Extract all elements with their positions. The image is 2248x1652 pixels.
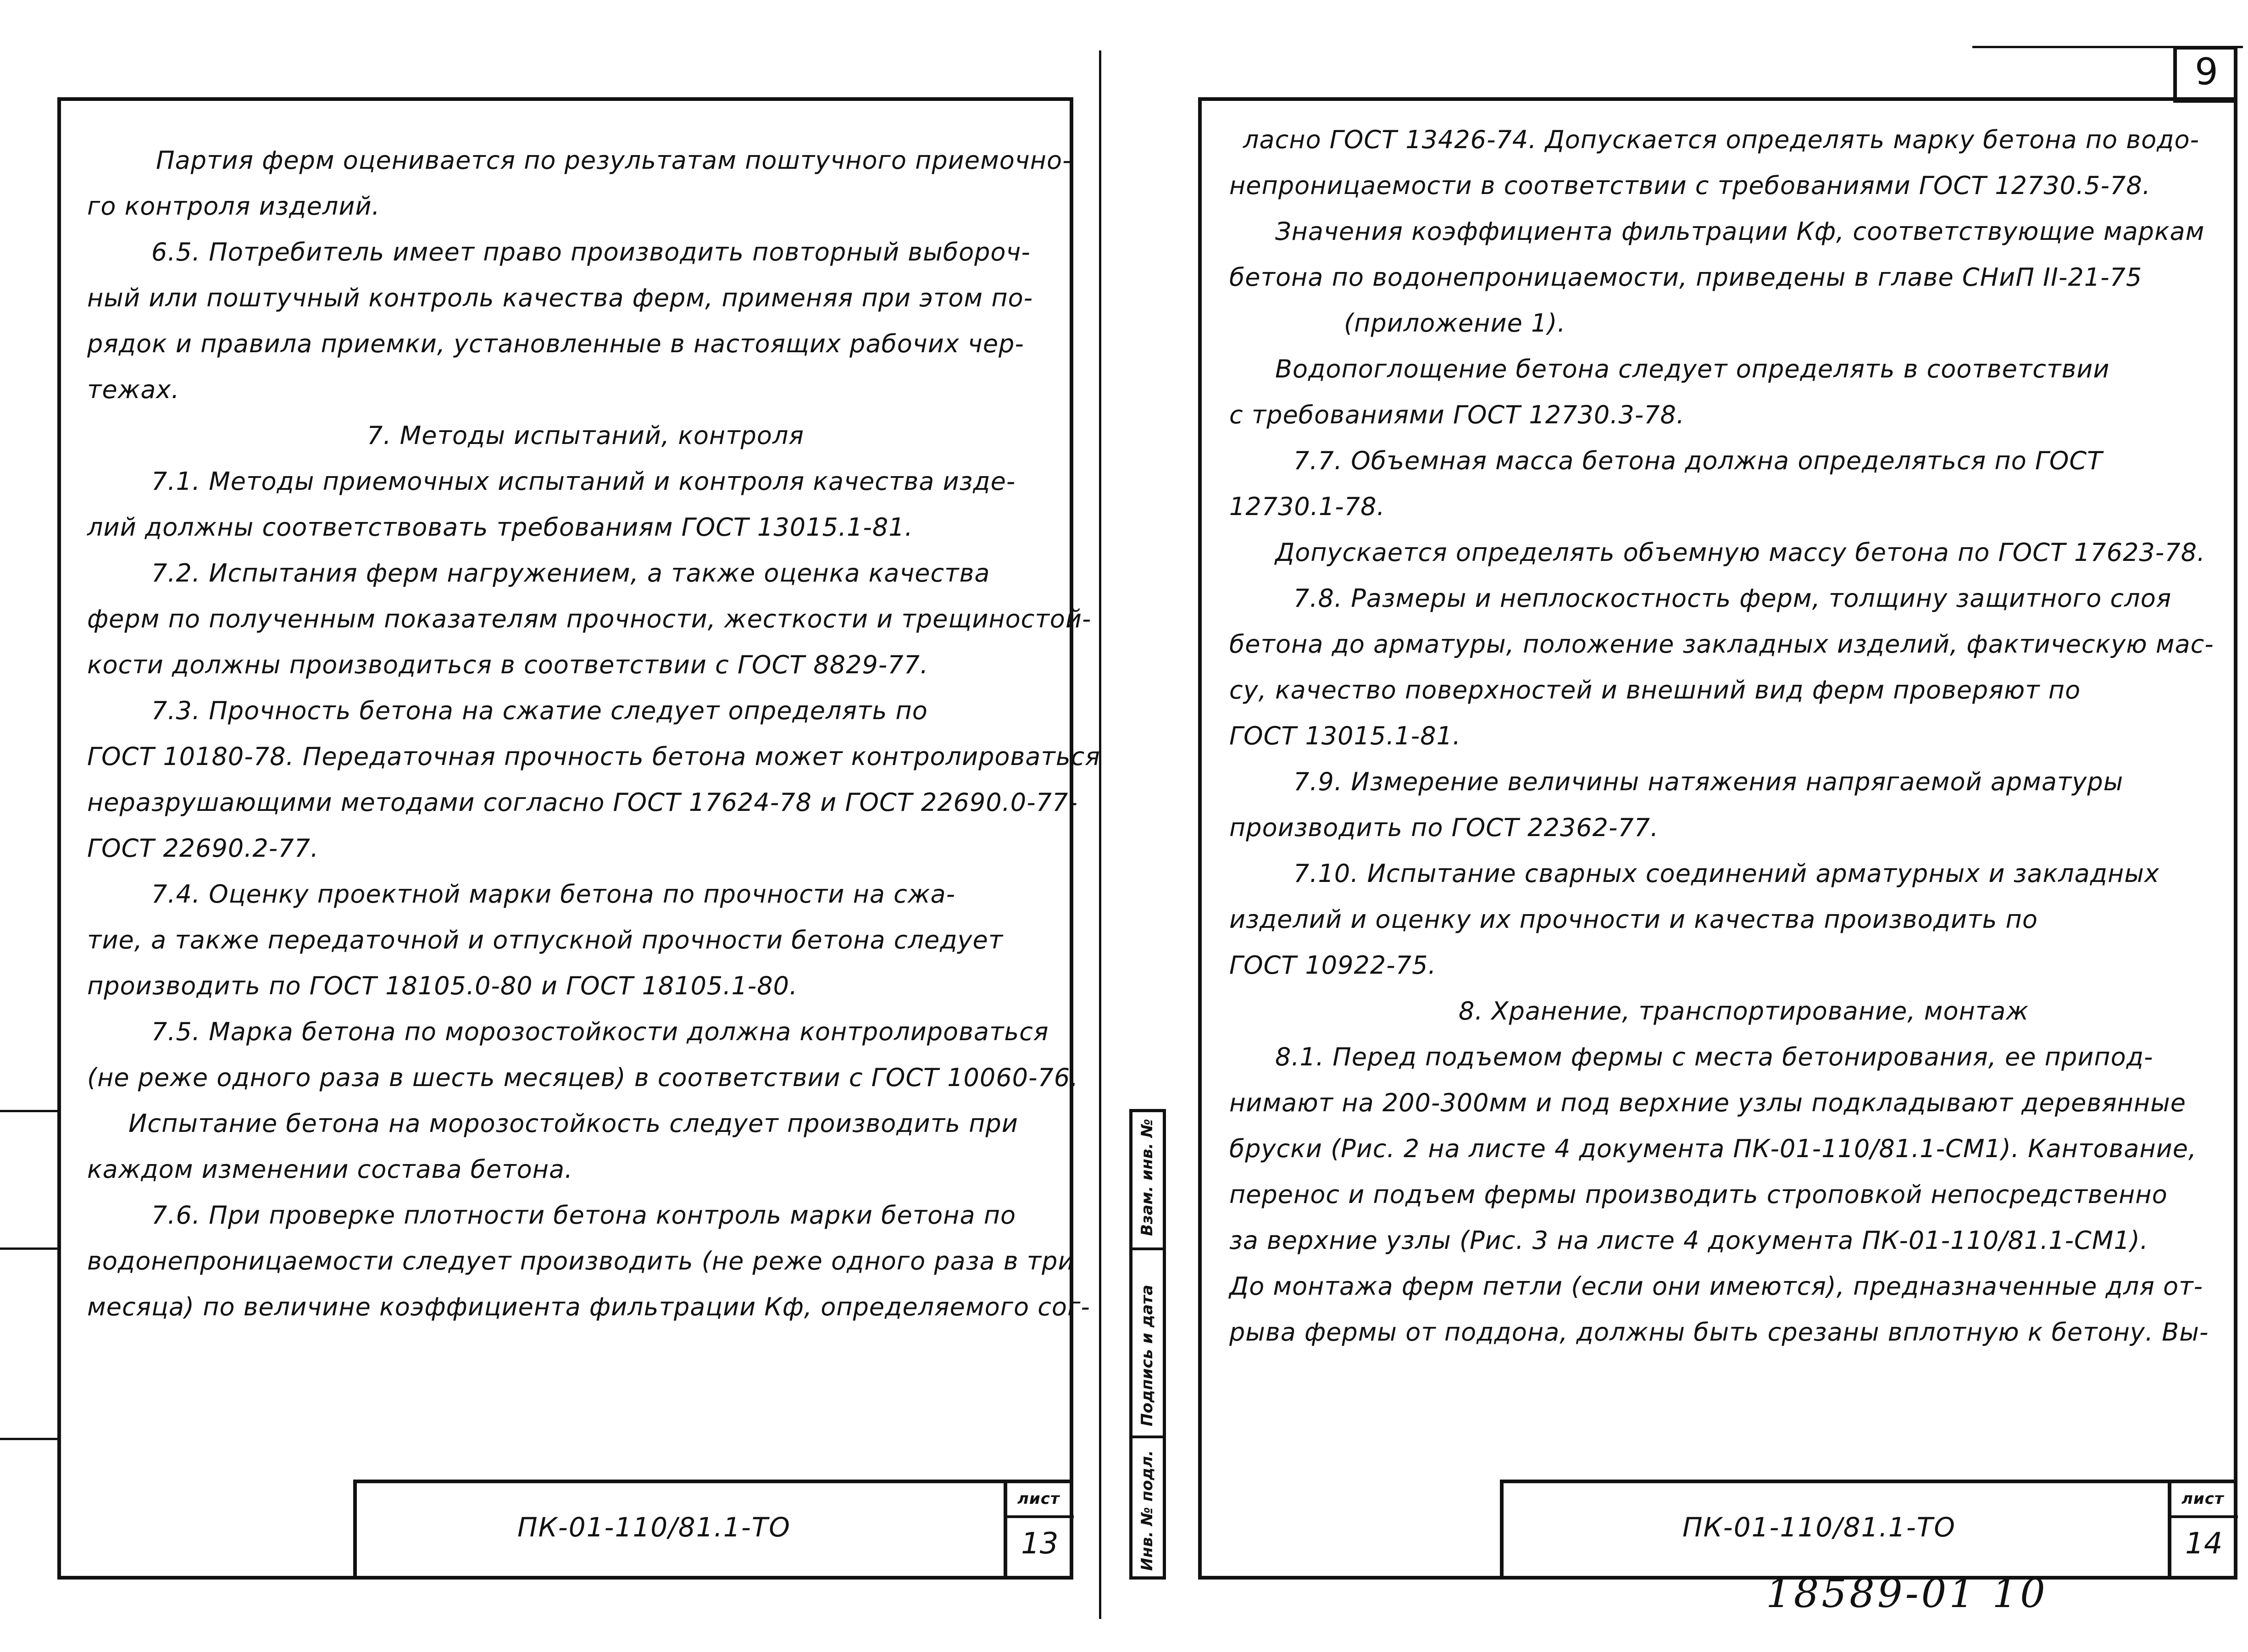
left-margin-tick [0,1247,59,1250]
sheet-number: 13 [1021,1527,1059,1561]
sheet-number: 14 [2185,1527,2223,1561]
text-line: рядок и правила приемки, установленные в настоящих рабочих чер- [87,329,1024,358]
sheet-label: лист [1017,1490,1060,1508]
text-line: неразрушающими методами согласно ГОСТ 17624-78 и ГОСТ 22690.0-77- [87,788,1078,817]
text-line: 7.3. Прочность бетона на сжатие следует определять по [151,696,928,725]
stamp-label: Инв. № подл. [1138,1450,1156,1571]
text-line: ферм по полученным показателям прочности, жесткости и трещиностой- [87,604,1092,633]
right-title-block [1500,1480,2237,1580]
sheet-cell [2168,1483,2234,1576]
text-line: Значения коэффициента фильтрации Кф, соответствующие маркам [1275,217,2205,246]
text-line: производить по ГОСТ 22362-77. [1229,813,1659,842]
text-line: с требованиями ГОСТ 12730.3-78. [1229,400,1685,429]
document-code: ПК-01-110/81.1-ТО [517,1512,791,1543]
text-line: ГОСТ 13015.1-81. [1229,721,1461,750]
text-line: 7.8. Размеры и неплоскостность ферм, толщину защитного слоя [1293,584,2172,613]
right-page-text [1229,117,2214,1355]
text-line: ласно ГОСТ 13426-74. Допускается определять марку бетона по водо- [1243,125,2199,154]
text-line: непроницаемости в соответствии с требованиями ГОСТ 12730.5-78. [1229,171,2151,200]
text-line: рыва фермы от поддона, должны быть срезаны вплотную к бетону. Вы- [1229,1318,2209,1347]
text-line: ный или поштучный контроль качества ферм, применяя при этом по- [87,283,1033,312]
text-line: перенос и подъем фермы производить строповкой непосредственно [1229,1180,2168,1209]
text-line: 7.10. Испытание сварных соединений арматурных и закладных [1293,859,2159,888]
text-line: су, качество поверхностей и внешний вид ферм проверяют по [1229,676,2081,704]
text-line: месяца) по величине коэффициента фильтрации Кф, определяемого сог- [87,1292,1090,1321]
stamp-divider [1132,1247,1163,1250]
text-line: Допускается определять объемную массу бетона по ГОСТ 17623-78. [1275,538,2206,567]
text-line: тие, а также передаточной и отпускной прочности бетона следует [87,926,1004,954]
text-line: тежах. [87,375,180,404]
text-line: изделий и оценку их прочности и качества производить по [1229,905,2038,934]
sheet-label: лист [2181,1490,2224,1508]
text-line: 7.5. Марка бетона по морозостойкости должна контролироваться [151,1017,1049,1046]
sheet-cell [1004,1483,1070,1576]
page-number: 9 [2195,50,2219,93]
text-line: 8.1. Перед подъемом фермы с места бетонирования, ее припод- [1275,1042,2154,1071]
text-line: (не реже одного раза в шесть месяцев) в соответствии с ГОСТ 10060-76. [87,1063,1079,1092]
left-margin-tick [0,1438,59,1440]
text-line: 7.6. При проверке плотности бетона контроль марки бетона по [151,1201,1016,1230]
left-page-text [87,138,1100,1330]
text-line: каждом изменении состава бетона. [87,1155,573,1184]
text-line: Водопоглощение бетона следует определять в соответствии [1275,355,2110,383]
text-line: 7.2. Испытания ферм нагружением, а также оценка качества [151,559,990,588]
text-line: (приложение 1). [1344,309,1566,338]
text-line: го контроля изделий. [87,192,380,221]
section-heading: 7. Методы испытаний, контроля [367,421,804,450]
text-line: ГОСТ 22690.2-77. [87,834,319,863]
text-line: водонепроницаемости следует производить (не реже одного раза в три [87,1247,1075,1275]
sheet-cell-divider [2171,1515,2238,1518]
text-line: 7.1. Методы приемочных испытаний и контроля качества изде- [151,467,1016,496]
text-line: 7.9. Измерение величины натяжения напрягаемой арматуры [1293,767,2124,796]
text-line: 12730.1-78. [1229,492,1385,521]
text-line: производить по ГОСТ 18105.0-80 и ГОСТ 18105.1-80. [87,971,798,1000]
text-line: бетона до арматуры, положение закладных изделий, фактическую мас- [1229,630,2214,659]
side-stamp [1129,1109,1166,1580]
stamp-divider [1132,1436,1163,1438]
archive-number: 18589-01 10 [1766,1571,2048,1617]
text-line: Испытание бетона на морозостойкость следует производить при [128,1109,1018,1138]
left-title-block [353,1480,1073,1580]
text-line: бруски (Рис. 2 на листе 4 документа ПК-01-110/81.1-СМ1). Кантование, [1229,1134,2197,1163]
text-line: лий должны соответствовать требованиям ГОСТ 13015.1-81. [87,513,913,542]
text-line: Партия ферм оценивается по результатам поштучного приемочно- [156,146,1072,175]
text-line: 6.5. Потребитель имеет право производить повторный выбороч- [151,238,1031,266]
left-margin-tick [0,1110,59,1112]
stamp-label: Взам. инв. № [1138,1119,1156,1236]
text-line: До монтажа ферм петли (если они имеются), предназначенные для от- [1229,1272,2204,1301]
section-heading: 8. Хранение, транспортирование, монтаж [1459,997,2029,1026]
document-code: ПК-01-110/81.1-ТО [1682,1512,1956,1543]
text-line: нимают на 200-300мм и под верхние узлы подкладывают деревянные [1229,1088,2186,1117]
text-line: ГОСТ 10180-78. Передаточная прочность бетона может контролироваться [87,742,1100,771]
text-line: 7.7. Объемная масса бетона должна определяться по ГОСТ [1293,446,2103,475]
stamp-label: Подпись и дата [1138,1285,1156,1426]
text-line: 7.4. Оценку проектной марки бетона по прочности на сжа- [151,880,956,909]
text-line: ГОСТ 10922-75. [1229,951,1437,980]
sheet-cell-divider [1007,1515,1074,1518]
text-line: кости должны производиться в соответствии с ГОСТ 8829-77. [87,650,929,679]
text-line: за верхние узлы (Рис. 3 на листе 4 документа ПК-01-110/81.1-СМ1). [1229,1226,2148,1255]
text-line: бетона по водонепроницаемости, приведены в главе СНиП II-21-75 [1229,263,2143,292]
